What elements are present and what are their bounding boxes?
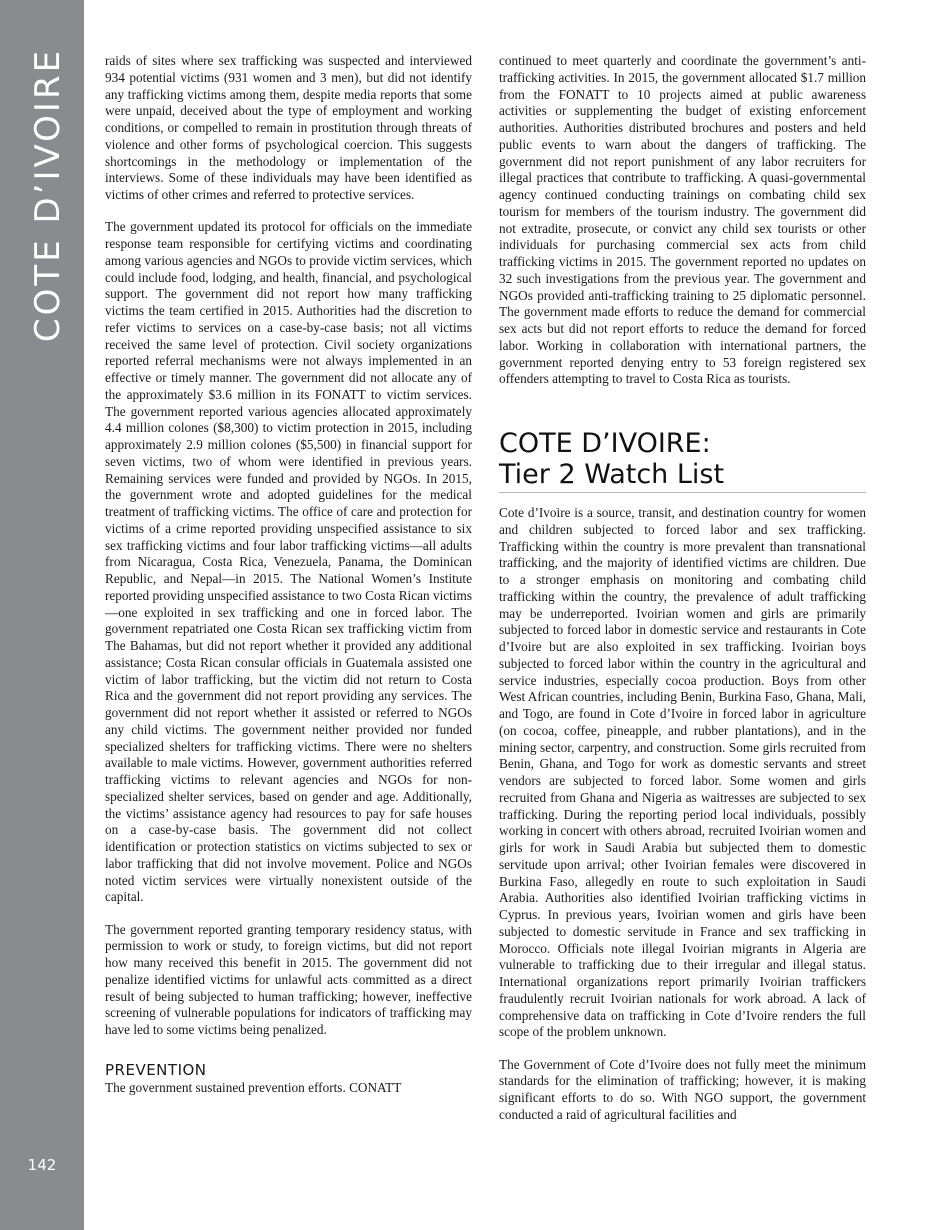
country-heading-tier: Tier 2 Watch List: [499, 459, 725, 490]
paragraph: The Government of Cote d’Ivoire does not fully meet the minimum standards for the elimination of trafficking; however, it is making significant efforts to do so. With NGO support, the government conducted a raid of agricultural facilities and: [499, 1056, 866, 1122]
country-heading: [499, 428, 866, 493]
sidebar-country-title: COTE D’IVOIRE: [28, 47, 68, 343]
sidebar: [0, 0, 84, 1230]
paragraph: The government reported granting temporary residency status, with permission to work or study, to foreign victims, but did not report how many received this benefit in 2015. The government did not penalize identified victims for unlawful acts committed as a direct result of being subjected to human trafficking; however, ineffective screening of vulnerable populations for indicators of trafficking may have led to some victims being penalized.: [105, 921, 472, 1037]
paragraph: continued to meet quarterly and coordinate the government’s anti-trafficking activities. In 2015, the government allocated $1.7 million from the FONATT to 10 projects aimed at public awareness activities or supplementing the budget of existing enforcement authorities. Authorities distributed brochures and posters and held public events to warn about the dangers of trafficking. The government did not report punishment of any labor recruiters for illegal practices that contribute to trafficking. A quasi-governmental agency continued conducting trainings on combating child sex tourism for members of the tourism industry. The government did not extradite, prosecute, or convict any child sex tourists or other individuals for purchasing commercial sex acts from child trafficking victims in 2015. The government reported no updates on 32 such investigations from the previous year. The government and NGOs provided anti-trafficking training to 25 diplomatic personnel. The government made efforts to reduce the demand for commercial sex acts but did not report efforts to reduce the demand for forced labor. Working in collaboration with international partners, the government reported denying entry to 53 foreign registered sex offenders attempting to travel to Costa Rica as tourists.: [499, 53, 866, 387]
right-column: [499, 53, 866, 1139]
country-heading-name: COTE D’IVOIRE:: [499, 428, 711, 459]
left-column: [105, 53, 472, 1112]
page-number: 142: [27, 1156, 57, 1174]
paragraph: The government sustained prevention efforts. CONATT: [105, 1079, 402, 1095]
paragraph: The government updated its protocol for officials on the immediate response team responsible for certifying victims and coordinating among various agencies and NGOs to provide victim services, which could include food, lodging, and health, financial, and psychological support. The government did not report how many trafficking victims the team certified in 2015. Authorities had the discretion to refer victims to services on a case-by-case basis; not all victims received the same level of protection. Civil society organizations reported referral mechanisms were not always implemented in an effective or timely manner. The government did not allocate any of the approximately $3.6 million in its FONATT to victim services. The government reported various agencies allocated approximately 4.4 million colones ($8,300) to victim protection in 2015, including approximately 2.9 million colones ($5,500) in financial support for seven victims, two of whom were identified in previous years. Remaining services were funded and provided by NGOs. In 2015, the government wrote and adopted guidelines for the medical treatment of trafficking victims. The office of care and protection for victims of a crime reported providing unspecified assistance to six sex trafficking victims and four labor trafficking victims—all adults from Nicaragua, Costa Rica, Venezuela, Panama, the Dominican Republic, and Nepal—in 2015. The National Women’s Institute reported providing unspecified assistance to two Costa Rican victims—one exploited in sex trafficking and one in forced labor. The government repatriated one Costa Rican sex trafficking victim from The Bahamas, but did not report whether it provided any additional assistance; Costa Rican consular officials in Guatemala assisted one victim of labor trafficking, but the victim did not return to Costa Rica and the government did not report providing any services. The government did not report whether it assisted or referred to NGOs any child victims. The government neither provided nor funded specialized shelters for trafficking victims. There were no shelters available to male victims. However, government authorities referred trafficking victims to relevant agencies and NGOs for non-specialized shelter services, based on gender and age. Additionally, the victims’ assistance agency had resources to pay for safe houses on a case-by-case basis. The government did not collect identification or protection statistics on victims subjected to sex or labor trafficking that did not involve movement. Police and NGOs noted victim services were virtually nonexistent outside of the capital.: [105, 219, 472, 905]
prevention-heading: PREVENTION: [105, 1060, 207, 1079]
paragraph: Cote d’Ivoire is a source, transit, and destination country for women and children subjected to forced labor and sex trafficking. Trafficking within the country is more prevalent than transnational trafficking, and the majority of identified victims are children. Due to a stronger emphasis on monitoring and combating child trafficking within the country, the prevalence of adult trafficking may be underreported. Ivoirian women and girls are primarily subjected to forced labor in domestic service and restaurants in Cote d’Ivoire but are also exploited in sex trafficking. Ivoirian boys subjected to forced labor within the country in the agricultural and service industries, especially cocoa production. Boys from other West African countries, including Benin, Burkina Faso, Ghana, Mali, and Togo, are found in Cote d’Ivoire in forced labor in agriculture (on cocoa, coffee, pineapple, and rubber plantations), and in the mining sector, carpentry, and construction. Some girls recruited from Benin, Ghana, and Togo for work as domestic servants and street vendors are subjected to forced labor. Some women and girls recruited from Ghana and Nigeria as waitresses are subjected to sex trafficking. During the reporting period local individuals, possibly working in concert with others abroad, recruited Ivoirian women and girls for work in Saudi Arabia but subjected them to domestic servitude upon arrival; other Ivoirian females were discovered in Burkina Faso, allegedly en route to such exploitation in Saudi Arabia. Authorities also identified Ivoirian trafficking victims in Cyprus. In previous years, Ivoirian women and girls have been subjected to domestic servitude in France and sex trafficking in Morocco. Officials note illegal Ivoirian migrants in Algeria are vulnerable to trafficking due to their irregular and illegal status. International organizations report primarily Ivoirian traffickers fraudulently recruit Ivoirian nationals for work abroad. A lack of comprehensive data on trafficking in Cote d’Ivoire renders the full scope of the problem unknown.: [499, 505, 866, 1040]
paragraph: raids of sites where sex trafficking was suspected and interviewed 934 potential victims (931 women and 3 men), but did not identify any trafficking victims among them, despite media reports that some were unpaid, deceived about the type of employment and working conditions, or compelled to remain in prostitution through threats of violence and other forms of psychological coercion. This suggests shortcomings in the methodology or implementation of the interviews. Some of these individuals may have been identified as victims of other crimes and referred to protective services.: [105, 53, 472, 202]
